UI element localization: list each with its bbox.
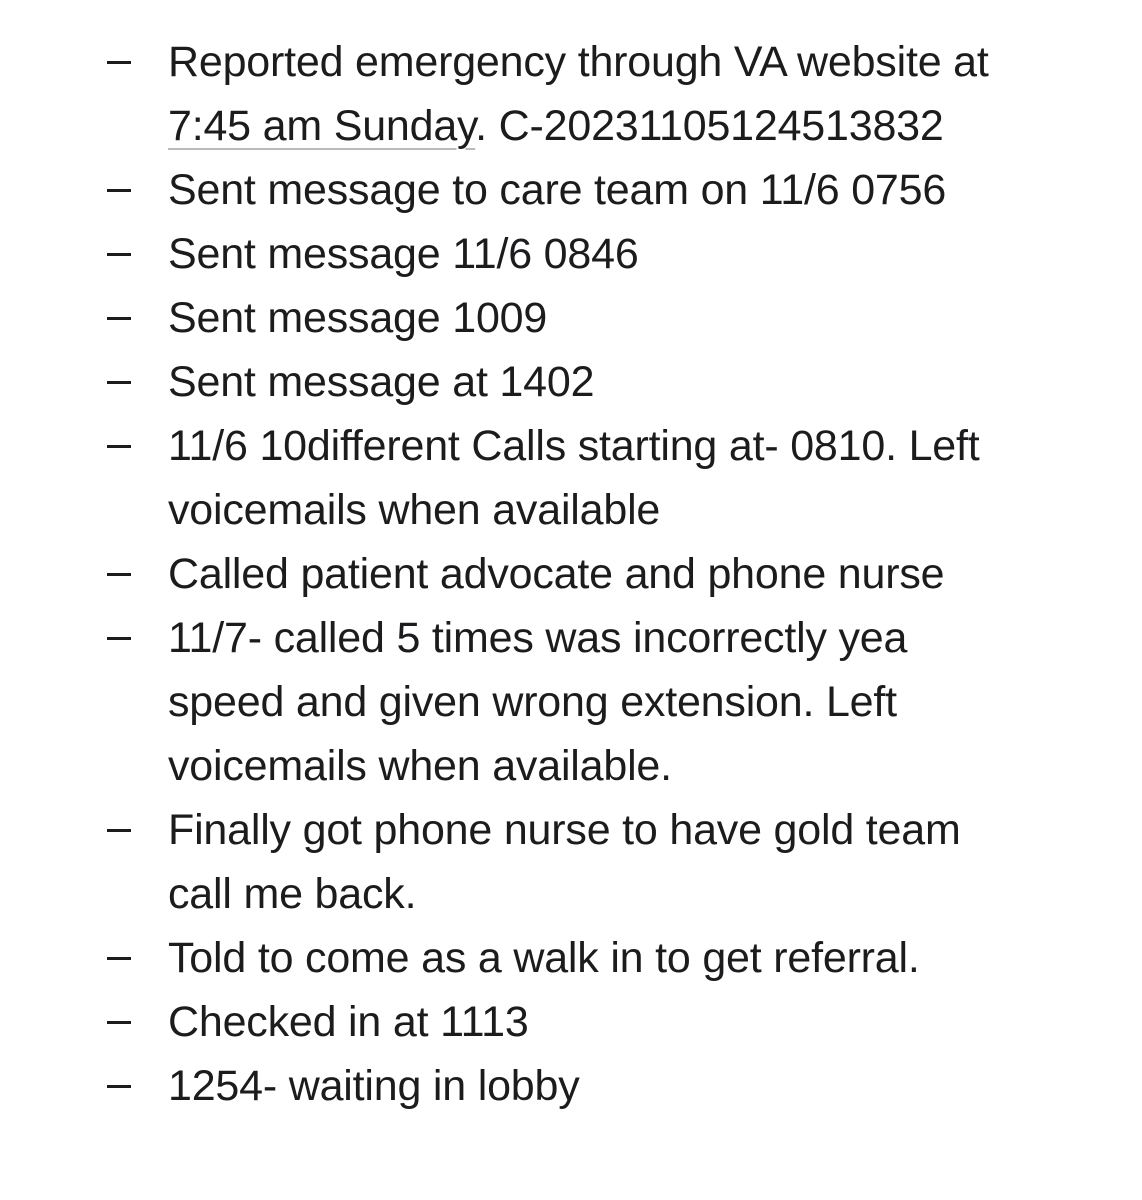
- list-item-text: Finally got phone nurse to have gold team call me back.: [168, 806, 961, 918]
- date-link[interactable]: 7:45 am Sunday: [168, 102, 476, 150]
- dash-bullet: [0, 158, 168, 222]
- list-item-text: Called patient advocate and phone nurse: [168, 550, 945, 598]
- bullet-list: [0, 30, 1142, 1118]
- list-item: [0, 990, 1142, 1054]
- dash-bullet: [0, 990, 168, 1054]
- dash-bullet: [0, 286, 168, 350]
- list-item: [0, 542, 1142, 606]
- list-item-line: . C-20231105124513832: [475, 102, 944, 150]
- list-item-text: Sent message 1009: [168, 294, 548, 342]
- list-item: [0, 30, 1142, 158]
- list-item: [0, 1054, 1142, 1118]
- list-item-text: [168, 30, 1068, 158]
- list-item-text: Sent message at 1402: [168, 358, 595, 406]
- list-item-text: Sent message to care team on 11/6 0756: [168, 166, 947, 214]
- list-item-line: Reported emergency through VA website at: [168, 38, 989, 86]
- list-item: [0, 350, 1142, 414]
- dash-bullet: [0, 222, 168, 286]
- list-item: [0, 926, 1142, 990]
- list-item: [0, 798, 1142, 926]
- list-item-text: Checked in at 1113: [168, 998, 529, 1046]
- dash-bullet: [0, 1054, 168, 1118]
- list-item-text: Told to come as a walk in to get referral.: [168, 934, 920, 982]
- dash-bullet: [0, 542, 168, 606]
- dash-bullet: [0, 606, 168, 670]
- list-item: [0, 222, 1142, 286]
- dash-bullet: [0, 414, 168, 478]
- list-item-text: Sent message 11/6 0846: [168, 230, 639, 278]
- dash-bullet: [0, 30, 168, 94]
- list-item-text: 1254- waiting in lobby: [168, 1062, 580, 1110]
- list-item: [0, 414, 1142, 542]
- dash-bullet: [0, 926, 168, 990]
- list-item-text: 11/6 10different Calls starting at- 0810. Left voicemails when available: [168, 422, 980, 534]
- list-item: [0, 286, 1142, 350]
- list-item: [0, 606, 1142, 798]
- list-item: [0, 158, 1142, 222]
- dash-bullet: [0, 350, 168, 414]
- dash-bullet: [0, 798, 168, 862]
- list-item-text: 11/7- called 5 times was incorrectly yea speed and given wrong extension. Left voicemails when available.: [168, 614, 908, 790]
